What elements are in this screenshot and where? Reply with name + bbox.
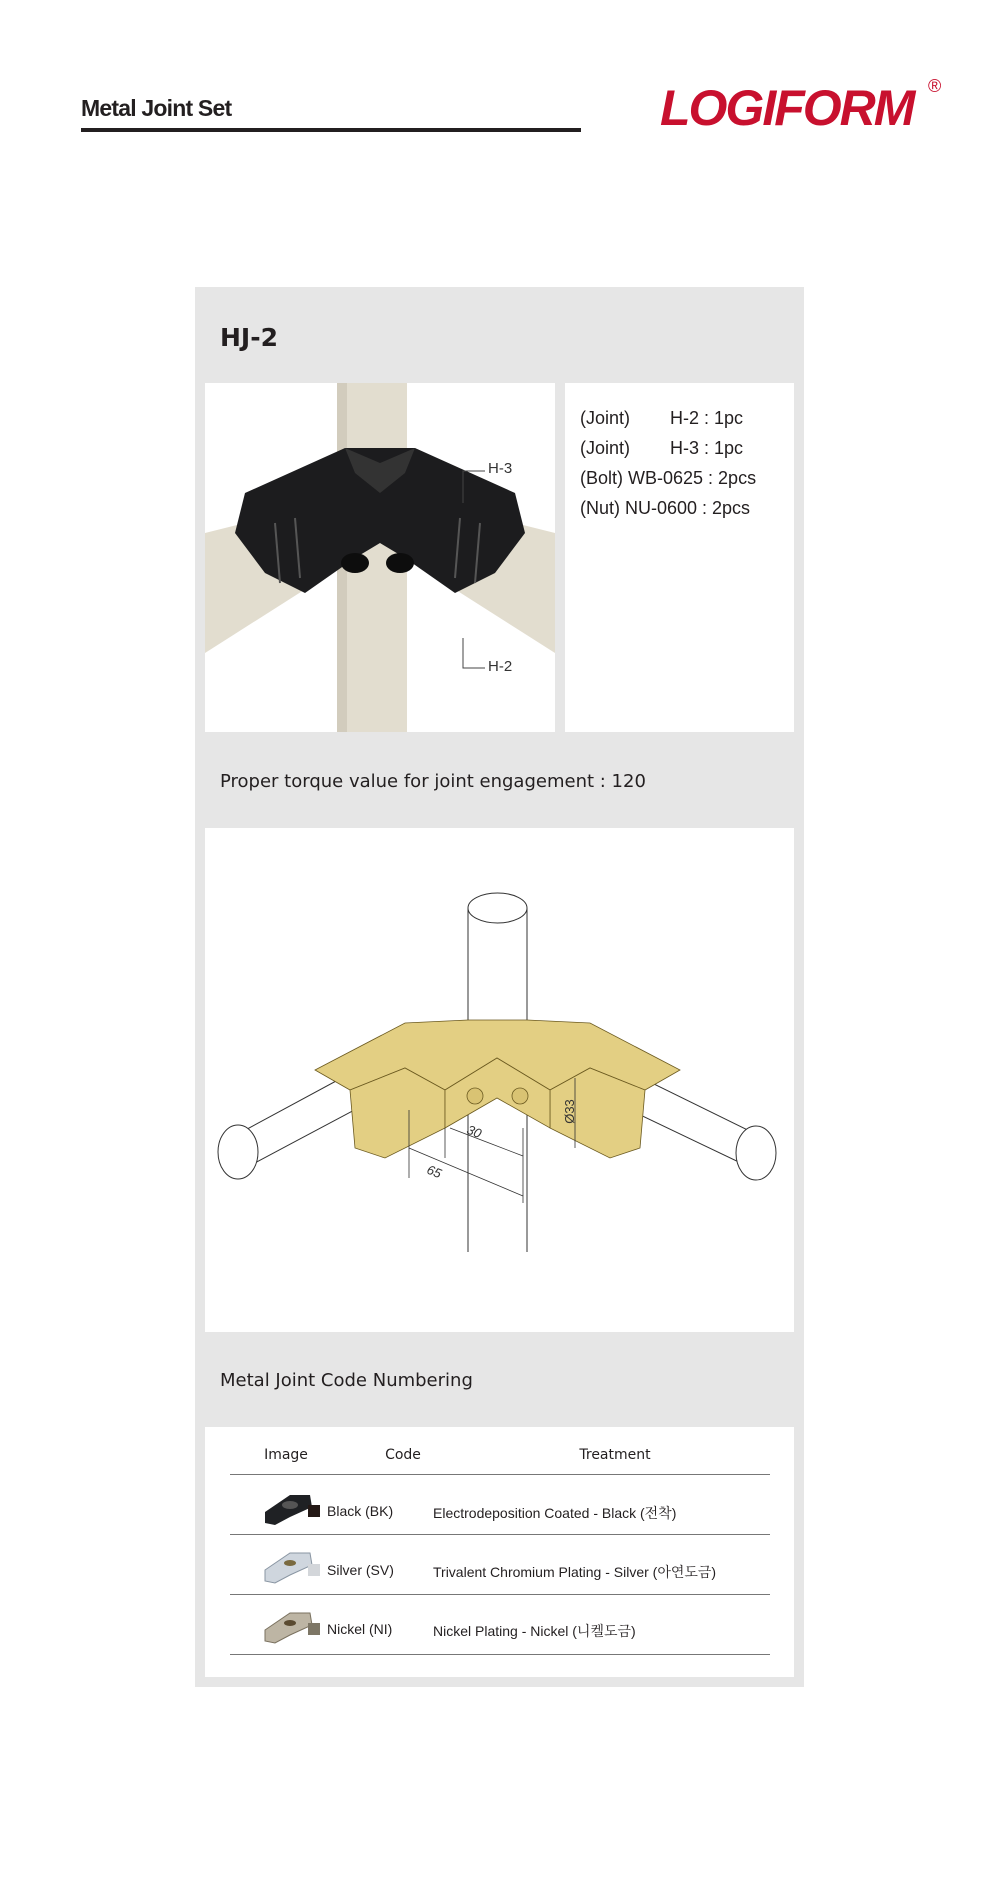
code-table <box>205 1427 794 1677</box>
divider <box>230 1474 770 1475</box>
product-code: HJ-2 <box>220 323 278 352</box>
treatment-cell: Electrodeposition Coated - Black (전착) <box>433 1505 677 1521</box>
registered-mark: ® <box>928 76 942 96</box>
nickel-joint-thumbnail <box>260 1605 315 1645</box>
treatment-cell: Trivalent Chromium Plating - Silver (아연도금) <box>433 1564 717 1580</box>
torque-note: Proper torque value for joint engagement : 120 <box>220 771 646 792</box>
divider <box>230 1594 770 1595</box>
code-cell: Black (BK) <box>327 1503 394 1519</box>
logiform-logo: LOGIFORM <box>660 80 914 136</box>
code-cell: Nickel (NI) <box>327 1621 393 1637</box>
header-image: Image <box>264 1447 308 1463</box>
dimension-diameter: Ø33 <box>561 1099 577 1124</box>
dimension-65: 65 <box>424 1161 444 1182</box>
code-cell: Silver (SV) <box>327 1562 394 1578</box>
treatment-cell: Nickel Plating - Nickel (니켈도금) <box>433 1623 636 1639</box>
divider <box>230 1534 770 1535</box>
joint-drawing <box>205 828 794 1332</box>
label-h2: H-2 <box>488 658 513 675</box>
joint-photo-image <box>205 383 555 732</box>
part-item: (Nut) NU-0600 : 2pcs <box>580 498 751 518</box>
title-underline <box>81 128 581 132</box>
header-treatment: Treatment <box>579 1447 651 1463</box>
label-h3: H-3 <box>488 460 513 477</box>
header-code: Code <box>385 1447 421 1463</box>
dimension-30: 30 <box>464 1121 484 1142</box>
black-joint-thumbnail <box>260 1487 315 1527</box>
part-item: (Bolt) WB-0625 : 2pcs <box>580 468 757 488</box>
dimension-diagram <box>205 828 794 1332</box>
numbering-title: Metal Joint Code Numbering <box>220 1370 473 1391</box>
parts-list <box>565 383 794 732</box>
divider <box>230 1654 770 1655</box>
silver-joint-thumbnail <box>260 1545 315 1585</box>
color-swatch-silver <box>308 1564 320 1576</box>
part-item: (Joint) H-3 : 1pc <box>580 438 744 458</box>
page-title: Metal Joint Set <box>81 95 232 121</box>
part-item: (Joint) H-2 : 1pc <box>580 408 744 428</box>
product-photo <box>205 383 555 732</box>
color-swatch-black <box>308 1505 320 1517</box>
color-swatch-nickel <box>308 1623 320 1635</box>
